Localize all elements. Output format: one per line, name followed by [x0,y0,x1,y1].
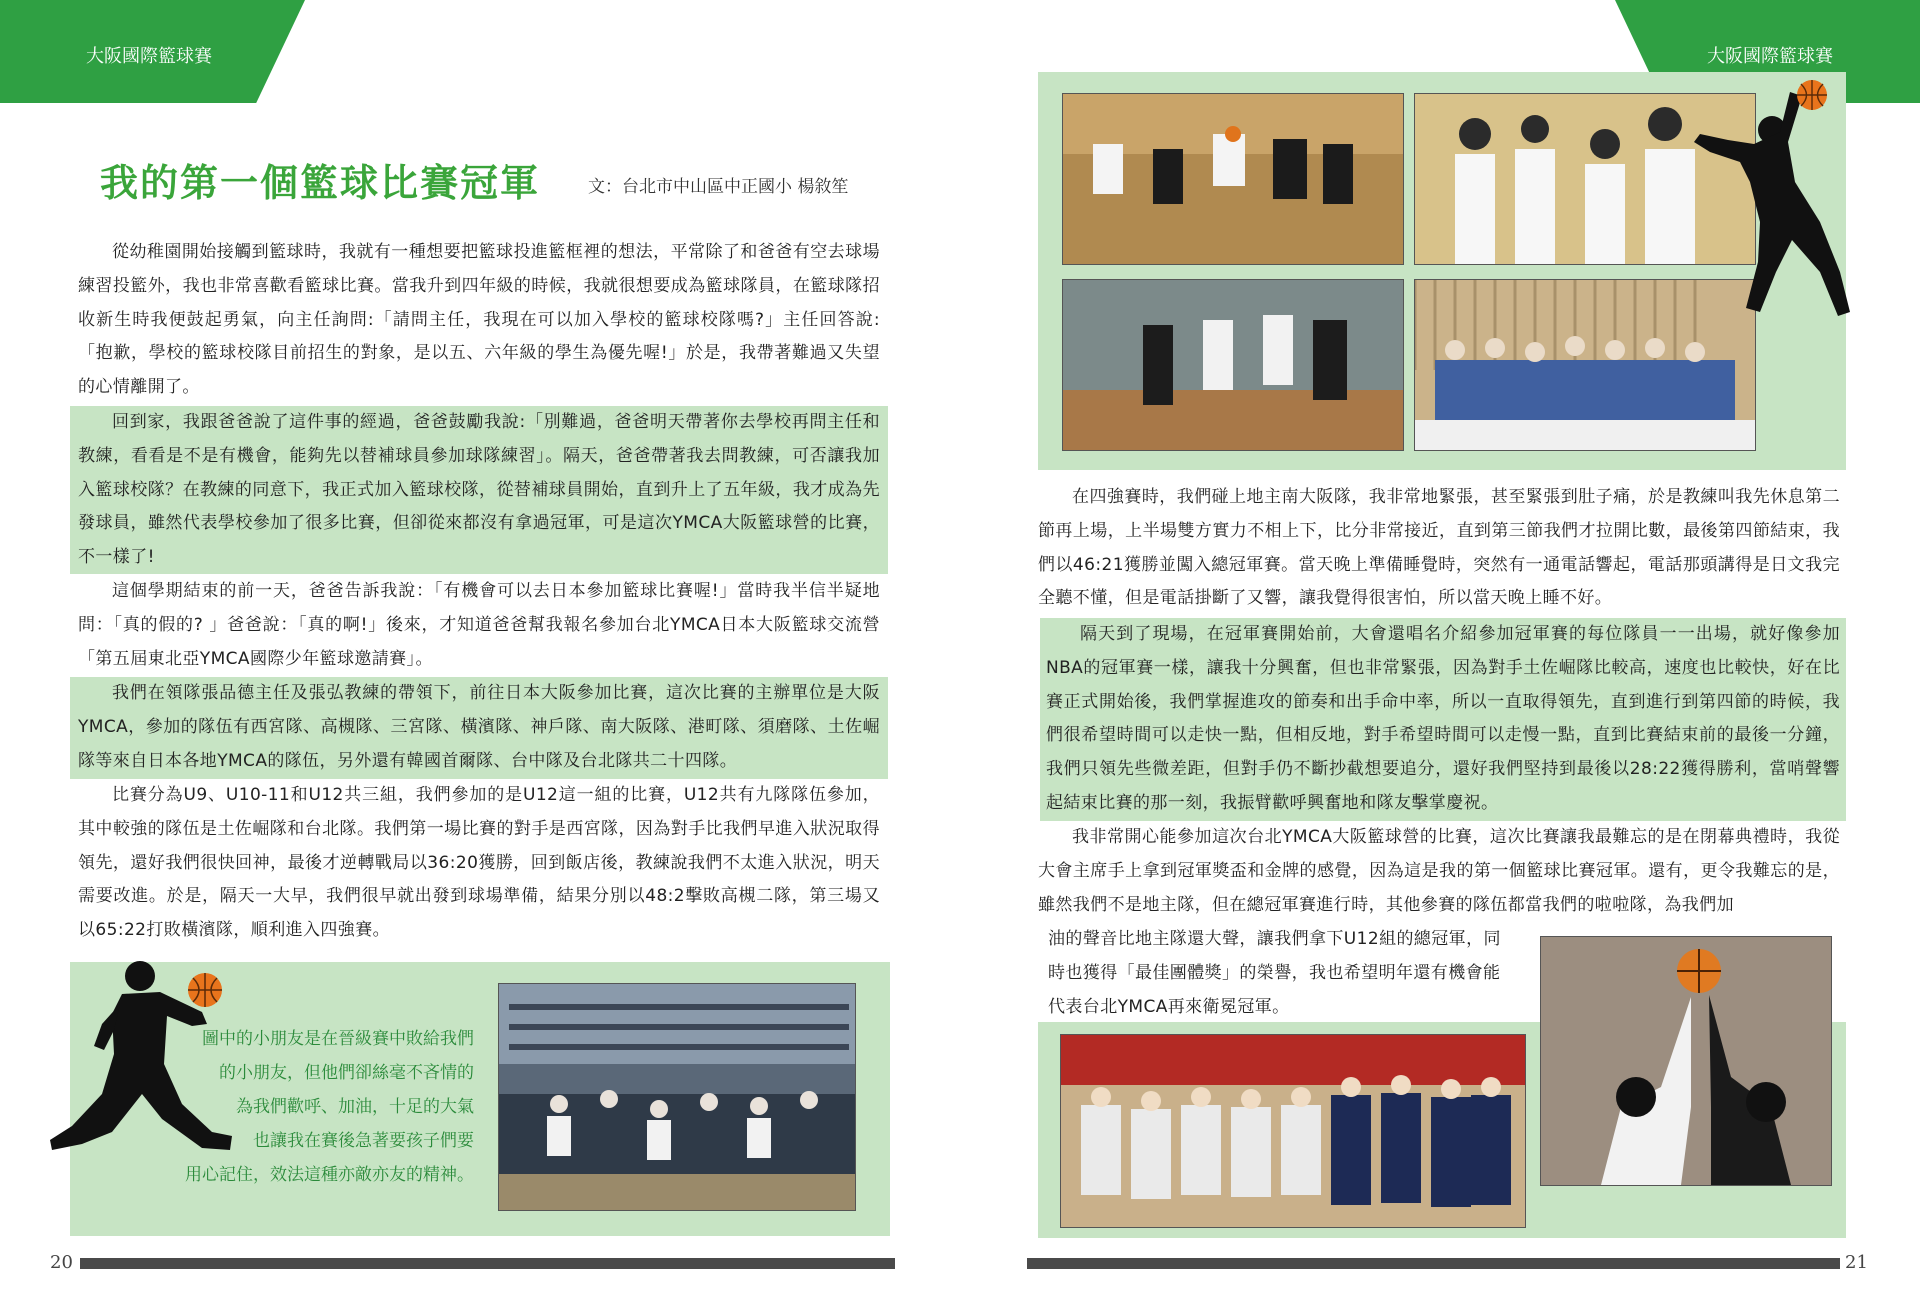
right-paragraph-3-continued: 油的聲音比地主隊還大聲，讓我們拿下U12組的總冠軍，同 時也獲得「最佳團體獎」的榮譽，我也希望明年還有機會能 代表台北YMCA再來衛冕冠軍。 [1048,929,1501,1017]
article-title: 我的第一個籃球比賽冠軍 [100,160,541,205]
page-number-right: 21 [1845,1252,1868,1273]
game-photo-2 [1062,279,1404,451]
left-paragraph-5: 比賽分為U9、U10-11和U12共三組，我們參加的是U12這一組的比賽，U12共有九隊隊伍參加，其中較強的隊伍是土佐崛隊和台北隊。我們第一場比賽的對手是西宮隊，因為對手比我們早進入狀況取得領先，還好我們很快回神，最後才逆轉戰局以36:20獲勝，回到飯店後，教練說我們不太進入狀況，明天需要改進。於是，隔天一大早，我們很早就出發到球場準備，結果分別以48:2擊敗高槻二隊，第三場又以65:22打敗橫濱隊，順利進入四強賽。 [78,785,880,941]
right-paragraph-3: 我非常開心能參加這次台北YMCA大阪籃球營的比賽，這次比賽讓我最難忘的是在閉幕典禮時，我從大會主席手上拿到冠軍獎盃和金牌的感覺，因為這是我的第一個籃球比賽冠軍。還有，更令我難忘的是，雖然我們不是地主隊，但在總冠軍賽進行時，其他參賽的隊伍都當我們的啦啦隊，為我們加 [1038,827,1840,915]
left-paragraph-3: 這個學期結束的前一天，爸爸告訴我說：「有機會可以去日本參加籃球比賽喔!」當時我半信半疑地問：「真的假的? 」爸爸說：「真的啊!」後來，才知道爸爸幫我報名參加台北YMCA日本大阪籃球交流營「第五屆東北亞YMCA國際少年籃球邀請賽」。 [78,581,880,669]
header-tab-left-label: 大阪國際籃球賽 [86,46,212,67]
left-paragraph-2: 回到家，我跟爸爸說了這件事的經過，爸爸鼓勵我說:「別難過，爸爸明天帶著你去學校再問主任和教練，看看是不是有機會，能夠先以替補球員參加球隊練習」。隔天，爸爸帶著我去問教練，可否讓我加入籃球校隊？在教練的同意下，我正式加入籃球校隊，從替補球員開始，直到升上了五年級，我才成為先發球員，雖然代表學校參加了很多比賽，但卻從來都沒有拿過冠軍，可是這次YMCA大阪籃球營的比賽，不一樣了! [70,406,888,574]
team-trophy-photo [1060,1034,1526,1228]
tipoff-photo [1540,936,1832,1186]
game-photo-1 [1062,93,1404,265]
page-number-left: 20 [50,1252,73,1273]
footer-bar-left [80,1258,895,1269]
right-paragraph-2: 隔天到了現場，在冠軍賽開始前，大會還唱名介紹參加冠軍賽的每位隊員一一出場，就好像參加NBA的冠軍賽一樣，讓我十分興奮，但也非常緊張，因為對手土佐崛隊比較高，速度也比較快，好在比賽正式開始後，我們掌握進攻的節奏和出手命中率，所以一直取得領先，直到進行到第四節的時候，我們很希望時間可以走快一點，但相反地，對手希望時間可以走慢一點，直到比賽結束前的最後一分鐘，我們只領先些微差距，但對手仍不斷抄截想要追分，還好我們堅持到最後以28:22獲得勝利，當哨聲響起結束比賽的那一刻，我振臂歡呼興奮地和隊友擊掌慶祝。 [1040,618,1846,821]
basketball-player-silhouette-right [1680,72,1865,332]
crowd-photo [498,983,856,1211]
footer-bar-right [1027,1258,1840,1269]
basketball-icon [186,971,224,1009]
left-paragraph-4: 我們在領隊張品德主任及張弘教練的帶領下，前往日本大阪參加比賽，這次比賽的主辦單位是大阪YMCA，參加的隊伍有西宮隊、高槻隊、三宮隊、橫濱隊、神戶隊、南大阪隊、港町隊、須磨隊、土佐崛隊等來自日本各地YMCA的隊伍，另外還有韓國首爾隊、台中隊及台北隊共二十四隊。 [70,677,888,779]
article-byline: 文：台北市中山區中正國小 楊敘笙 [588,177,849,197]
basketball-icon-right [1795,78,1829,112]
photo-caption: 圖中的小朋友是在晉級賽中敗給我們 的小朋友，但他們卻絲毫不吝情的 為我們歡呼、加油，十足的大氣 也讓我在賽後急著要孩子們要 用心記住，效法這種亦敵亦友的精神。 [185,1029,474,1185]
right-paragraph-1: 在四強賽時，我們碰上地主南大阪隊，我非常地緊張，甚至緊張到肚子痛，於是教練叫我先休息第二節再上場，上半場雙方實力不相上下，比分非常接近，直到第三節我們才拉開比數，最後第四節結束，我們以46:21獲勝並闖入總冠軍賽。當天晚上準備睡覺時，突然有一通電話響起，電話那頭講得是日文我完全聽不懂，但是電話掛斷了又響，讓我覺得很害怕，所以當天晚上睡不好。 [1038,487,1840,609]
header-tab-right-label: 大阪國際籃球賽 [1707,46,1833,67]
left-paragraph-1: 從幼稚園開始接觸到籃球時，我就有一種想要把籃球投進籃框裡的想法，平常除了和爸爸有空去球場練習投籃外，我也非常喜歡看籃球比賽。當我升到四年級的時候，我就很想要成為籃球隊員，在籃球隊招收新生時我便鼓起勇氣，向主任詢問:「請問主任，我現在可以加入學校的籃球校隊嗎?」主任回答說:「抱歉，學校的籃球校隊目前招生的對象，是以五、六年級的學生為優先喔!」於是，我帶著難過又失望的心情離開了。 [78,242,880,398]
